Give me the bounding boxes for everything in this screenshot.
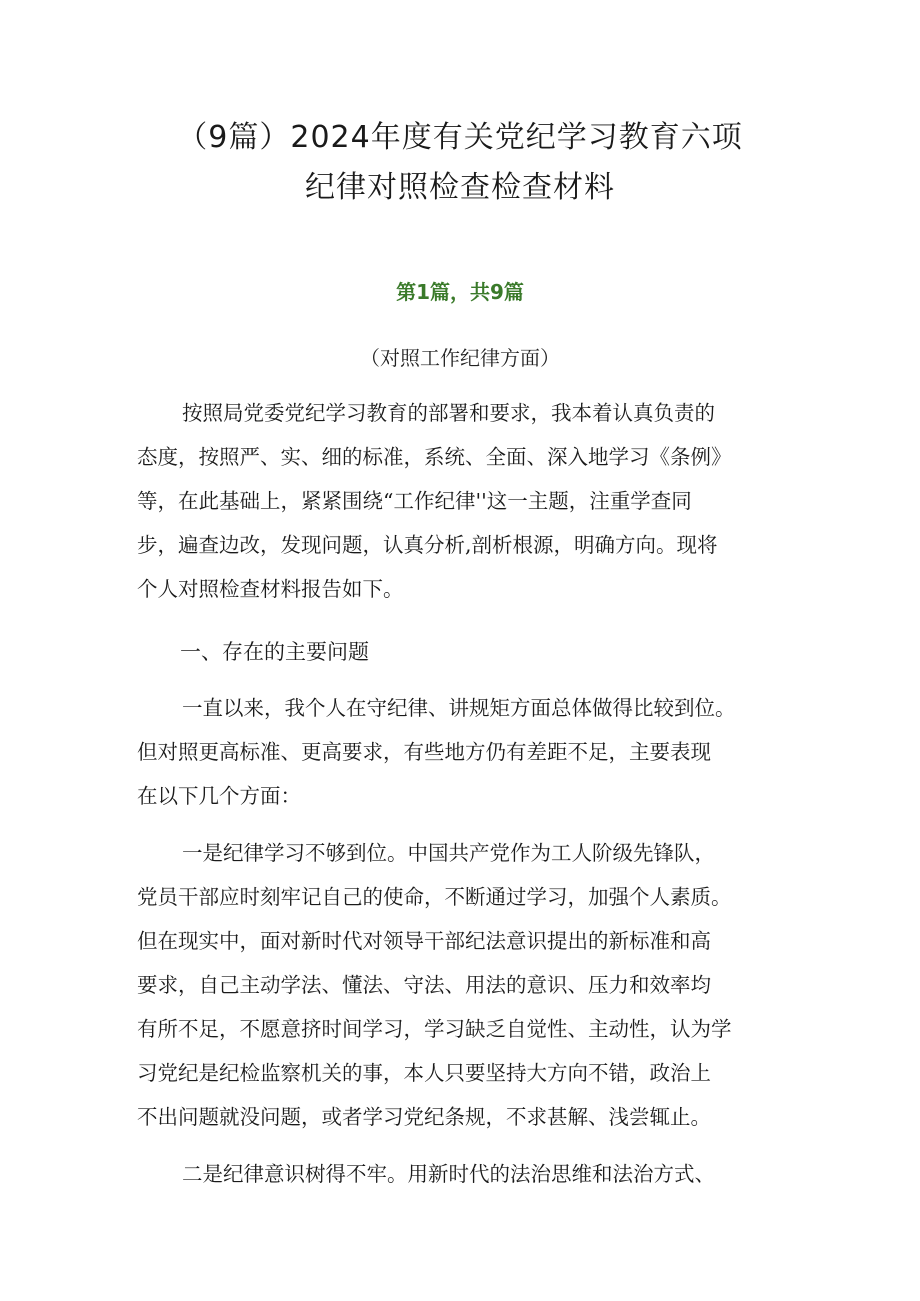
paragraph-3-line-1: 一是纪律学习不够到位。中国共产党作为工人阶级先锋队， [182,841,715,865]
document-title-line-1: （9篇）2024年度有关党纪学习教育六项 [177,120,743,155]
paragraph-1-line-4: 步，遍查边改，发现问题，认真分析,剖析根源，明确方向。现将 [137,533,718,557]
paragraph-3-line-4: 要求，自己主动学法、懂法、守法、用法的意识、压力和效率均 [137,973,711,997]
part-heading: 第1篇，共9篇 [396,280,524,304]
paragraph-3-line-6: 习党纪是纪检监察机关的事，本人只要坚持大方向不错，政治上 [137,1061,711,1085]
paragraph-1-line-3: 等，在此基础上，紧紧围绕“工作纪律''这一主题，注重学查同 [137,489,692,513]
paragraph-1-line-2: 态度，按照严、实、细的标准，系统、全面、深入地学习《条例》 [137,445,732,469]
paragraph-4-line-1: 二是纪律意识树得不牢。用新时代的法治思维和法治方式、 [182,1162,715,1186]
paragraph-2-line-2: 但对照更高标准、更高要求，有些地方仍有差距不足，主要表现 [137,740,711,764]
paragraph-1-line-1: 按照局党委党纪学习教育的部署和要求，我本着认真负责的 [182,401,715,425]
paragraph-3-line-5: 有所不足，不愿意挤时间学习，学习缺乏自觉性、主动性，认为学 [137,1017,732,1041]
paragraph-3-line-2: 党员干部应时刻牢记自己的使命，不断通过学习，加强个人素质。 [137,885,732,909]
paragraph-2-line-3: 在以下几个方面： [137,784,301,808]
sub-heading: （对照工作纪律方面） [360,346,560,370]
paragraph-3-line-3: 但在现实中，面对新时代对领导干部纪法意识提出的新标准和高 [137,929,711,953]
paragraph-2-line-1: 一直以来，我个人在守纪律、讲规矩方面总体做得比较到位。 [182,696,736,720]
paragraph-1-line-5: 个人对照检查材料报告如下。 [137,577,404,601]
document-title-line-2: 纪律对照检查检查材料 [305,170,615,205]
section-heading: 一、存在的主要问题 [180,640,369,664]
paragraph-3-line-7: 不出问题就没问题，或者学习党纪条规，不求甚解、浅尝辄止。 [137,1105,711,1129]
